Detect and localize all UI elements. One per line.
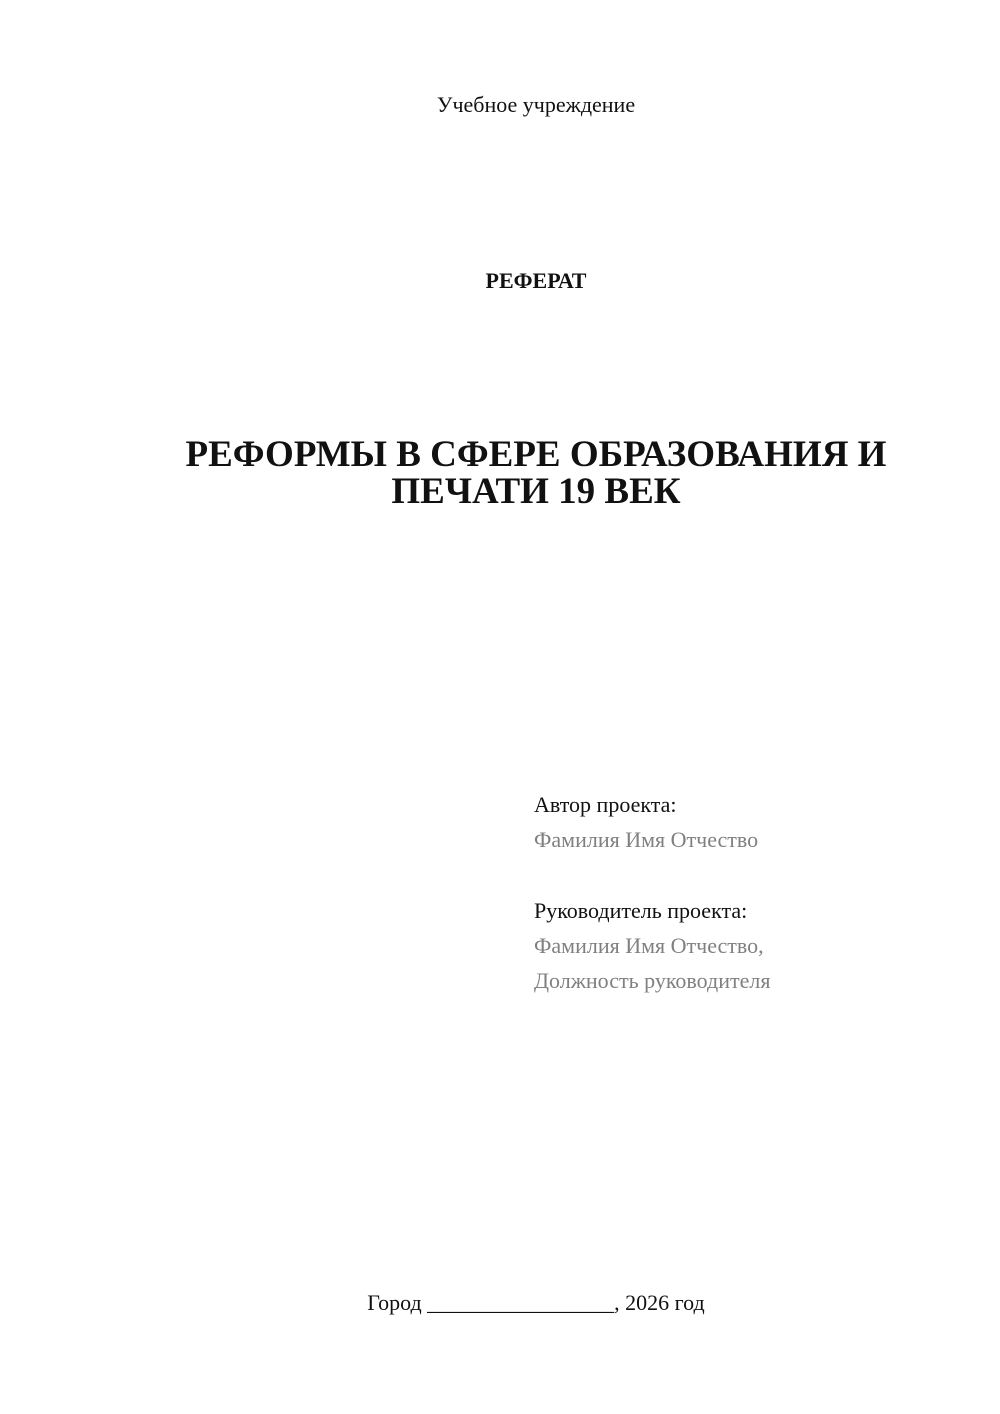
- credits-block: [534, 787, 954, 998]
- document-title-line-2: ПЕЧАТИ 19 ВЕК: [391, 471, 681, 512]
- institution-name: Учебное учреждение: [436, 92, 636, 117]
- author-label: Автор проекта:: [534, 792, 677, 817]
- city-year-line: Город _________________, 2026 год: [367, 1290, 705, 1315]
- supervisor-position: Должность руководителя: [534, 968, 771, 993]
- author-name: Фамилия Имя Отчество: [534, 827, 759, 852]
- document-title: [136, 436, 936, 510]
- document-type: РЕФЕРАТ: [485, 268, 587, 293]
- supervisor-name: Фамилия Имя Отчество,: [534, 933, 764, 958]
- credits-spacer: [534, 857, 954, 893]
- supervisor-label: Руководитель проекта:: [534, 898, 748, 923]
- document-title-line-1: РЕФОРМЫ В СФЕРЕ ОБРАЗОВАНИЯ И: [185, 434, 887, 475]
